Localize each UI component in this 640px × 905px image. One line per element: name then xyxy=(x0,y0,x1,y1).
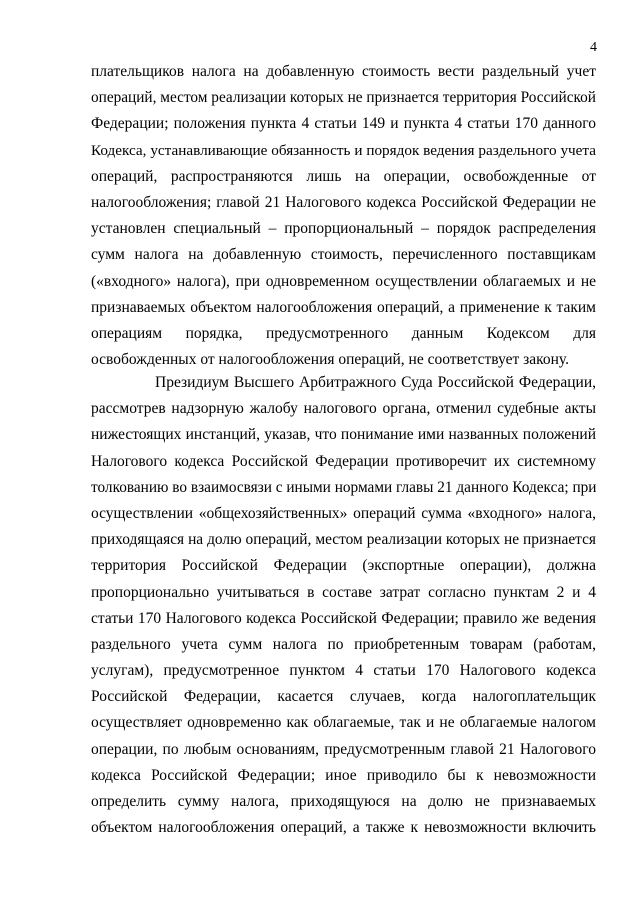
text-line: Президиум Высшего Арбитражного Суда Российской Федерации, xyxy=(155,374,596,391)
text-line: сумм налога на добавленную стоимость, перечисленного поставщикам xyxy=(91,246,596,264)
text-line: кодекса Российской Федерации; иное приводило бы к невозможности xyxy=(91,766,596,784)
text-line: осуществляет одновременно как облагаемые, так и не облагаемые налогом xyxy=(91,714,596,732)
text-line: рассмотрев надзорную жалобу налогового органа, отменил судебные акты xyxy=(91,400,596,418)
text-line: («входного» налога), при одновременном осуществлении облагаемых и не xyxy=(91,272,596,290)
page-number: 4 xyxy=(590,40,597,55)
text-line: операций, распространяются лишь на операции, освобожденные от xyxy=(91,167,596,185)
text-line: раздельного учета сумм налога по приобретенным товарам (работам, xyxy=(91,635,596,653)
text-line: статьи 170 Налогового кодекса Российской Федерации; правило же ведения xyxy=(91,609,596,627)
text-line: операций, местом реализации которых не признается территория Российской xyxy=(91,89,596,107)
text-line: установлен специальный – пропорциональный – порядок распределения xyxy=(91,220,596,238)
paragraph-2 xyxy=(91,370,596,841)
text-line: операции, по любым основаниям, предусмотренным главой 21 Налогового xyxy=(91,740,596,758)
text-line: Федерации; положения пункта 4 статьи 149 и пункта 4 статьи 170 данного xyxy=(91,115,596,133)
text-line: Кодекса, устанавливающие обязанность и порядок ведения раздельного учета xyxy=(91,141,596,159)
text-line: налогообложения; главой 21 Налогового кодекса Российской Федерации не xyxy=(91,193,596,211)
text-line: Налогового кодекса Российской Федерации противоречит их системному xyxy=(91,452,596,470)
text-line: пропорционально учитываться в составе затрат согласно пунктам 2 и 4 xyxy=(91,583,596,601)
text-line: признаваемых объектом налогообложения операций, а применение к таким xyxy=(91,298,596,316)
text-line: толкованию во взаимосвязи с иными нормами главы 21 данного Кодекса; при xyxy=(91,478,596,496)
text-line: услугам), предусмотренное пунктом 4 статьи 170 Налогового кодекса xyxy=(91,662,596,680)
text-line: объектом налогообложения операций, а также к невозможности включить xyxy=(91,819,596,837)
text-line: приходящаяся на долю операций, местом реализации которых не признается xyxy=(91,531,596,549)
text-line: нижестоящих инстанций, указав, что понимание ими названных положений xyxy=(91,426,596,444)
text-line: Российской Федерации, касается случаев, когда налогоплательщик xyxy=(91,688,596,706)
text-line: территория Российской Федерации (экспортные операции), должна xyxy=(91,557,596,575)
text-line: операциям порядка, предусмотренного данным Кодексом для xyxy=(91,324,596,342)
paragraph-1 xyxy=(91,59,596,373)
text-line: осуществлении «общехозяйственных» операций сумма «входного» налога, xyxy=(91,504,596,522)
text-line: определить сумму налога, приходящуюся на долю не признаваемых xyxy=(91,793,596,810)
text-line: освобожденных от налогообложения операций, не соответствует закону. xyxy=(91,351,570,369)
text-line: плательщиков налога на добавленную стоимость вести раздельный учет xyxy=(91,63,596,80)
